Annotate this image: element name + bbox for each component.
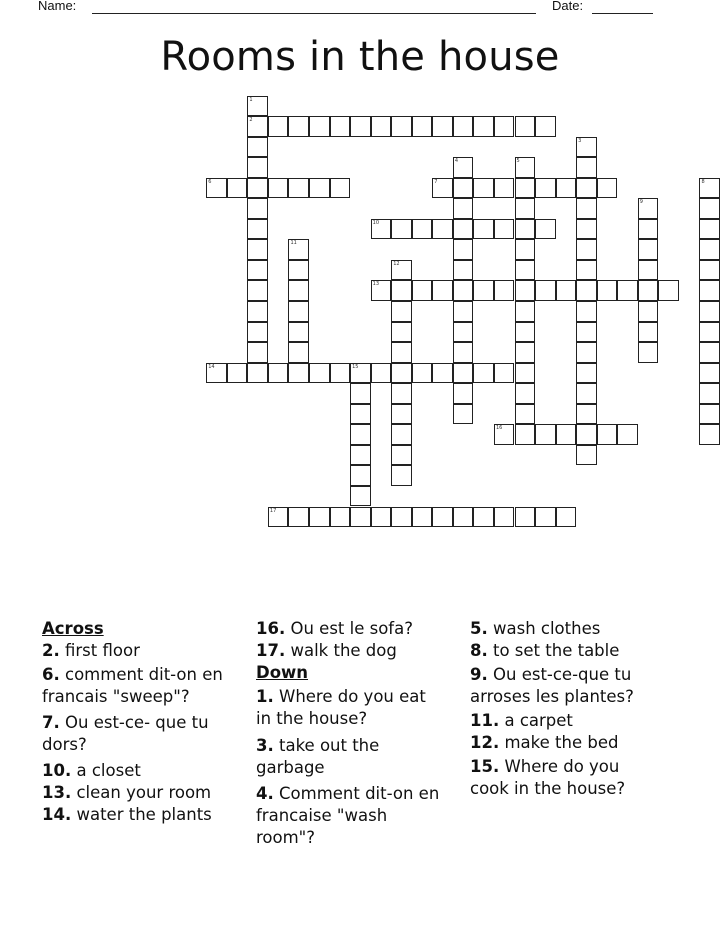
- grid-cell[interactable]: [576, 137, 597, 158]
- grid-cell[interactable]: [288, 507, 309, 528]
- clue-number-label: 6: [208, 178, 212, 185]
- grid-cell[interactable]: [453, 178, 474, 199]
- grid-cell[interactable]: [350, 507, 371, 528]
- grid-cell[interactable]: [288, 280, 309, 301]
- grid-cell[interactable]: [453, 116, 474, 137]
- grid-cell[interactable]: [247, 239, 268, 260]
- grid-cell[interactable]: [412, 116, 433, 137]
- grid-cell[interactable]: [535, 178, 556, 199]
- grid-cell[interactable]: [268, 116, 289, 137]
- grid-cell[interactable]: [494, 116, 515, 137]
- grid-cell[interactable]: [412, 280, 433, 301]
- grid-cell[interactable]: [556, 178, 577, 199]
- grid-cell[interactable]: [432, 507, 453, 528]
- clue-down-5: 5. wash clothes: [470, 619, 601, 638]
- grid-cell[interactable]: [350, 116, 371, 137]
- grid-cell[interactable]: [699, 404, 720, 425]
- clues-column-2: [256, 618, 456, 849]
- grid-cell[interactable]: [350, 404, 371, 425]
- grid-cell[interactable]: [453, 363, 474, 384]
- clues-column-1: [42, 618, 242, 826]
- grid-cell[interactable]: [453, 260, 474, 281]
- grid-cell[interactable]: [515, 260, 536, 281]
- grid-cell[interactable]: [699, 322, 720, 343]
- clue-across-10: 10. a closet: [42, 761, 141, 780]
- grid-cell[interactable]: [288, 342, 309, 363]
- clue-down-15: 15. Where do you cook in the house?: [470, 757, 626, 798]
- grid-cell[interactable]: [597, 178, 618, 199]
- grid-cell[interactable]: [515, 424, 536, 445]
- grid-cell[interactable]: [699, 301, 720, 322]
- grid-cell[interactable]: [597, 280, 618, 301]
- clue-across-2: 2. first floor: [42, 641, 140, 660]
- clue-number-label: 5: [516, 158, 520, 165]
- grid-cell[interactable]: [473, 219, 494, 240]
- grid-cell[interactable]: [494, 424, 515, 445]
- grid-cell[interactable]: [515, 239, 536, 260]
- grid-cell[interactable]: [268, 363, 289, 384]
- grid-cell[interactable]: [535, 116, 556, 137]
- grid-cell[interactable]: [473, 363, 494, 384]
- grid-cell[interactable]: [576, 178, 597, 199]
- grid-cell[interactable]: [247, 260, 268, 281]
- grid-cell[interactable]: [330, 116, 351, 137]
- clue-number-label: 3: [578, 137, 582, 144]
- grid-cell[interactable]: [576, 363, 597, 384]
- grid-cell[interactable]: [371, 219, 392, 240]
- grid-cell[interactable]: [617, 424, 638, 445]
- grid-cell[interactable]: [453, 383, 474, 404]
- clue-down-8: 8. to set the table: [470, 641, 620, 660]
- grid-cell[interactable]: [309, 363, 330, 384]
- grid-cell[interactable]: [371, 507, 392, 528]
- clue-across-16: 16. Ou est le sofa?: [256, 619, 413, 638]
- grid-cell[interactable]: [576, 383, 597, 404]
- grid-cell[interactable]: [453, 219, 474, 240]
- grid-cell[interactable]: [494, 507, 515, 528]
- grid-cell[interactable]: [330, 363, 351, 384]
- grid-cell[interactable]: [309, 178, 330, 199]
- grid-cell[interactable]: [638, 198, 659, 219]
- clue-number-label: 1: [249, 96, 253, 103]
- clue-number-label: 12: [393, 260, 400, 267]
- grid-cell[interactable]: [515, 157, 536, 178]
- grid-cell[interactable]: [227, 178, 248, 199]
- clue-number-label: 8: [701, 178, 705, 185]
- grid-cell[interactable]: [638, 260, 659, 281]
- grid-cell[interactable]: [247, 342, 268, 363]
- grid-cell[interactable]: [412, 507, 433, 528]
- grid-cell[interactable]: [453, 280, 474, 301]
- clue-number-label: 2: [249, 117, 253, 124]
- grid-cell[interactable]: [350, 383, 371, 404]
- grid-cell[interactable]: [391, 280, 412, 301]
- grid-cell[interactable]: [412, 219, 433, 240]
- clue-number-label: 7: [434, 178, 438, 185]
- grid-cell[interactable]: [391, 219, 412, 240]
- grid-cell[interactable]: [391, 363, 412, 384]
- clue-across-13: 13. clean your room: [42, 783, 212, 802]
- grid-cell[interactable]: [288, 322, 309, 343]
- grid-cell[interactable]: [535, 424, 556, 445]
- grid-cell[interactable]: [576, 445, 597, 466]
- grid-cell[interactable]: [247, 157, 268, 178]
- grid-cell[interactable]: [576, 157, 597, 178]
- date-label: Date:: [552, 0, 584, 13]
- grid-cell[interactable]: [576, 404, 597, 425]
- grid-cell[interactable]: [309, 507, 330, 528]
- grid-cell[interactable]: [473, 280, 494, 301]
- grid-cell[interactable]: [371, 116, 392, 137]
- grid-cell[interactable]: [288, 363, 309, 384]
- clue-number-label: 11: [290, 240, 297, 247]
- name-label: Name:: [38, 0, 77, 13]
- grid-cell[interactable]: [350, 363, 371, 384]
- grid-cell[interactable]: [391, 260, 412, 281]
- grid-cell[interactable]: [412, 363, 433, 384]
- clue-down-9: 9. Ou est-ce-que tu arroses les plantes?: [470, 665, 634, 706]
- grid-cell[interactable]: [350, 424, 371, 445]
- grid-cell[interactable]: [699, 383, 720, 404]
- grid-cell[interactable]: [515, 322, 536, 343]
- puzzle-title: Rooms in the house: [160, 34, 560, 80]
- grid-cell[interactable]: [453, 322, 474, 343]
- grid-cell[interactable]: [432, 363, 453, 384]
- grid-cell[interactable]: [556, 507, 577, 528]
- grid-cell[interactable]: [453, 198, 474, 219]
- grid-cell[interactable]: [515, 363, 536, 384]
- grid-cell[interactable]: [699, 239, 720, 260]
- clue-down-12: 12. make the bed: [470, 733, 619, 752]
- grid-cell[interactable]: [288, 239, 309, 260]
- grid-cell[interactable]: [268, 178, 289, 199]
- grid-cell[interactable]: [391, 342, 412, 363]
- grid-cell[interactable]: [247, 322, 268, 343]
- grid-cell[interactable]: [638, 219, 659, 240]
- grid-cell[interactable]: [371, 363, 392, 384]
- grid-cell[interactable]: [597, 424, 618, 445]
- grid-cell[interactable]: [350, 465, 371, 486]
- grid-cell[interactable]: [473, 507, 494, 528]
- grid-cell[interactable]: [247, 178, 268, 199]
- grid-cell[interactable]: [391, 424, 412, 445]
- grid-cell[interactable]: [247, 219, 268, 240]
- grid-cell[interactable]: [576, 239, 597, 260]
- grid-cell[interactable]: [206, 178, 227, 199]
- clue-number-label: 9: [639, 199, 643, 206]
- clue-down-1: 1. Where do you eat in the house?: [256, 687, 426, 728]
- grid-cell[interactable]: [515, 116, 536, 137]
- grid-cell[interactable]: [432, 280, 453, 301]
- grid-cell[interactable]: [391, 465, 412, 486]
- grid-cell[interactable]: [391, 116, 412, 137]
- grid-cell[interactable]: [371, 280, 392, 301]
- grid-cell[interactable]: [247, 363, 268, 384]
- grid-cell[interactable]: [247, 116, 268, 137]
- down-heading: Down: [256, 663, 309, 682]
- grid-cell[interactable]: [576, 322, 597, 343]
- grid-cell[interactable]: [227, 363, 248, 384]
- clues-column-3: [470, 618, 685, 800]
- grid-cell[interactable]: [576, 280, 597, 301]
- clue-number-label: 15: [352, 363, 359, 370]
- clue-number-label: 10: [372, 219, 380, 226]
- grid-cell[interactable]: [638, 280, 659, 301]
- grid-cell[interactable]: [699, 198, 720, 219]
- grid-cell[interactable]: [288, 116, 309, 137]
- grid-cell[interactable]: [268, 507, 289, 528]
- grid-cell[interactable]: [699, 280, 720, 301]
- grid-cell[interactable]: [535, 280, 556, 301]
- grid-cell[interactable]: [350, 486, 371, 507]
- grid-cell[interactable]: [247, 280, 268, 301]
- grid-cell[interactable]: [391, 507, 412, 528]
- grid-cell[interactable]: [535, 507, 556, 528]
- grid-cell[interactable]: [432, 116, 453, 137]
- grid-cell[interactable]: [556, 424, 577, 445]
- clue-across-6: 6. comment dit-on en francais "sweep"?: [42, 665, 223, 706]
- grid-cell[interactable]: [288, 260, 309, 281]
- grid-cell[interactable]: [638, 239, 659, 260]
- grid-cell[interactable]: [453, 404, 474, 425]
- grid-cell[interactable]: [515, 198, 536, 219]
- grid-cell[interactable]: [391, 404, 412, 425]
- grid-cell[interactable]: [658, 280, 679, 301]
- grid-cell[interactable]: [576, 342, 597, 363]
- grid-cell[interactable]: [535, 219, 556, 240]
- grid-cell[interactable]: [515, 507, 536, 528]
- clue-across-7: 7. Ou est-ce- que tu dors?: [42, 713, 209, 754]
- grid-cell[interactable]: [699, 342, 720, 363]
- grid-cell[interactable]: [638, 342, 659, 363]
- clue-number-label: 4: [454, 158, 459, 165]
- grid-cell[interactable]: [638, 322, 659, 343]
- grid-cell[interactable]: [515, 404, 536, 425]
- grid-cell[interactable]: [288, 178, 309, 199]
- clue-down-3: 3. take out the garbage: [256, 736, 380, 777]
- grid-cell[interactable]: [576, 260, 597, 281]
- grid-cell[interactable]: [576, 198, 597, 219]
- grid-cell[interactable]: [699, 424, 720, 445]
- clue-across-17: 17. walk the dog: [256, 641, 397, 660]
- grid-cell[interactable]: [453, 157, 474, 178]
- grid-cell[interactable]: [699, 363, 720, 384]
- grid-cell[interactable]: [453, 507, 474, 528]
- grid-cell[interactable]: [453, 239, 474, 260]
- grid-cell[interactable]: [391, 383, 412, 404]
- grid-cell[interactable]: [330, 507, 351, 528]
- grid-cell[interactable]: [391, 445, 412, 466]
- grid-cell[interactable]: [515, 342, 536, 363]
- grid-cell[interactable]: [247, 198, 268, 219]
- grid-cell[interactable]: [699, 219, 720, 240]
- clue-down-11: 11. a carpet: [470, 711, 573, 730]
- grid-cell[interactable]: [453, 342, 474, 363]
- grid-cell[interactable]: [247, 301, 268, 322]
- clue-down-4: 4. Comment dit-on en francaise "wash room"?: [256, 784, 440, 847]
- clue-number-label: 17: [269, 507, 277, 514]
- grid-cell[interactable]: [494, 219, 515, 240]
- grid-cell[interactable]: [432, 219, 453, 240]
- across-heading: Across: [42, 619, 104, 638]
- grid-cell[interactable]: [515, 219, 536, 240]
- grid-cell[interactable]: [556, 280, 577, 301]
- grid-cell[interactable]: [617, 280, 638, 301]
- grid-cell[interactable]: [494, 363, 515, 384]
- grid-cell[interactable]: [576, 424, 597, 445]
- clue-number-label: 14: [208, 363, 215, 370]
- grid-cell[interactable]: [473, 178, 494, 199]
- grid-cell[interactable]: [494, 178, 515, 199]
- clue-number-label: 13: [372, 281, 380, 288]
- grid-cell[interactable]: [309, 116, 330, 137]
- clue-number-label: 16: [495, 425, 503, 432]
- grid-cell[interactable]: [699, 178, 720, 199]
- grid-cell[interactable]: [699, 260, 720, 281]
- clue-across-14: 14. water the plants: [42, 805, 212, 824]
- grid-cell[interactable]: [515, 280, 536, 301]
- grid-cell[interactable]: [391, 322, 412, 343]
- grid-cell[interactable]: [391, 301, 412, 322]
- grid-cell[interactable]: [330, 178, 351, 199]
- grid-cell[interactable]: [432, 178, 453, 199]
- grid-cell[interactable]: [576, 301, 597, 322]
- grid-cell[interactable]: [350, 445, 371, 466]
- grid-cell[interactable]: [288, 301, 309, 322]
- grid-cell[interactable]: [638, 301, 659, 322]
- grid-cell[interactable]: [494, 280, 515, 301]
- grid-cell[interactable]: [515, 178, 536, 199]
- grid-cell[interactable]: [515, 383, 536, 404]
- grid-cell[interactable]: [515, 301, 536, 322]
- grid-cell[interactable]: [473, 116, 494, 137]
- grid-cell[interactable]: [453, 301, 474, 322]
- grid-cell[interactable]: [576, 219, 597, 240]
- grid-cell[interactable]: [206, 363, 227, 384]
- grid-cell[interactable]: [247, 96, 268, 117]
- grid-cell[interactable]: [247, 137, 268, 158]
